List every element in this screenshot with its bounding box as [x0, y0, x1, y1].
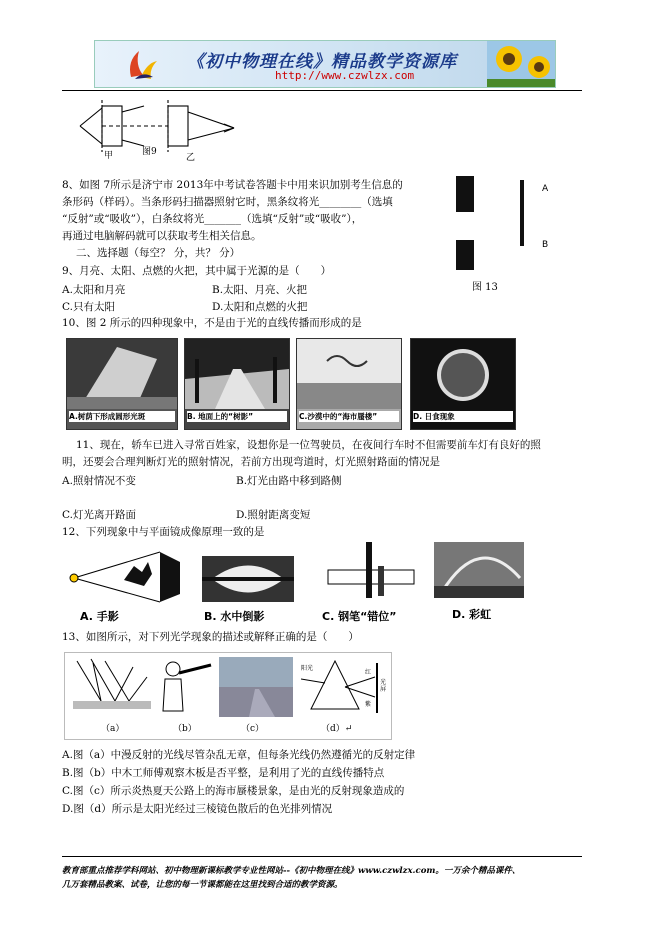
site-logo — [125, 47, 159, 81]
q13-option-a[interactable]: A.图（a）中漫反射的光线尽管杂乱无章，但每条光线仍然遵循光的反射定律 — [62, 749, 416, 761]
q12-figure-b — [202, 556, 294, 626]
q8-line2: 条形码（样码）。当条形码扫描器照射它时，黑条纹将光________（选填 — [62, 196, 393, 208]
q12-figures — [64, 542, 534, 626]
q11-option-b[interactable]: B.灯光由路中移到路侧 — [236, 475, 342, 487]
q11-line2: 明，还要会合理判断灯光的照射情况，若前方出现弯道时，灯光照射路面的情况是 — [62, 456, 440, 468]
q11-line1: 11、现在，轿车已进入寻常百姓家，设想你是一位驾驶员，在夜间行车时不但需要前车灯有良好的照 — [76, 439, 541, 451]
banner-url: http://www.czwlzx.com — [275, 69, 415, 82]
q10-caption-c: C.沙漠中的“海市蜃楼” — [299, 411, 399, 422]
prism-label-screen: 光屏 — [380, 679, 387, 693]
q8-line1: 8、如图 7所示是济宁市 2013年中考试卷答题卡中用来识加别考生信息的 — [62, 179, 403, 191]
footer-rule — [62, 856, 582, 857]
q12-caption-a: A. 手影 — [80, 610, 119, 623]
q13-panel-c-label: （c） — [241, 724, 265, 734]
q13-panel-b-label: （b） — [173, 724, 197, 734]
q9-option-b[interactable]: B.太阳、月亮、火把 — [212, 284, 308, 296]
q13-panel-b — [159, 657, 213, 737]
q10-photo-b — [184, 338, 290, 430]
q13-option-d[interactable]: D.图（d）所示是太阳光经过三棱镜色散后的色光排列情况 — [62, 803, 333, 815]
fig13-label-a: A — [542, 184, 549, 194]
q10-caption-a: A.树荫下形成圆形光斑 — [69, 411, 175, 422]
section-2-heading: 二、选择题（每空？ 分，共？ 分） — [76, 247, 241, 259]
fig9-label-jia: 甲 — [104, 151, 114, 161]
header-rule — [62, 90, 582, 91]
q9-option-a[interactable]: A.太阳和月亮 — [62, 284, 126, 296]
q9-option-c[interactable]: C.只有太阳 — [62, 301, 115, 313]
banner-title: 《初中物理在线》精品教学资源库 — [187, 52, 457, 72]
q13-panel-d-label: （d）↵ — [321, 724, 353, 734]
q8-line4: 再通过电脑解码就可以获取考生相关信息。 — [62, 230, 262, 242]
q11-option-c[interactable]: C.灯光离开路面 — [62, 509, 136, 521]
footer-line1: 教育部重点推荐学科网站、初中物理新课标教学专业性网站--《初中物理在线》www.czwlzx.com。一万余个精品课件、 — [62, 866, 521, 876]
sunflower-image — [487, 41, 555, 87]
q10-photo-d — [410, 338, 516, 430]
q13-figures — [64, 652, 392, 740]
q10-photo-a — [66, 338, 178, 430]
q13-option-c[interactable]: C.图（c）所示炎热夏天公路上的海市蜃楼景象，是由光的反射现象造成的 — [62, 785, 405, 797]
fig9-caption: 图9 — [142, 147, 157, 157]
q13-stem: 13、如图所示，对下列光学现象的描述或解释正确的是（ ） — [62, 631, 359, 643]
q12-caption-d: D. 彩虹 — [452, 608, 492, 621]
prism-label-violet: 紫 — [365, 701, 372, 708]
q10-photo-c — [296, 338, 402, 430]
q12-figure-a — [64, 548, 184, 626]
q13-panel-c — [219, 657, 293, 737]
footer-line2: 几万套精品教案、试卷，让您的每一节课都能在这里找到合适的教学资源。 — [62, 880, 343, 890]
q13-panel-a — [71, 657, 153, 737]
q12-caption-c: C. 钢笔“错位” — [322, 610, 397, 623]
q10-stem: 10、图 2 所示的四种现象中，不是由于光的直线传播而形成的是 — [62, 317, 362, 329]
q10-caption-d: D. 日食现象 — [413, 411, 513, 422]
q13-panel-a-label: （a） — [101, 724, 125, 734]
prism-label-red: 红 — [365, 669, 372, 676]
header-banner — [94, 40, 556, 88]
q12-figure-d — [434, 542, 524, 626]
fig9-label-yi: 乙 — [186, 153, 196, 163]
prism-label-sunlight: 阳光 — [301, 665, 314, 672]
q13-panel-d — [301, 657, 387, 737]
fig13-label-b: B — [542, 240, 549, 250]
q8-line3: “反射”或“吸收”），白条纹将光_______（选填“反射”或“吸收”）， — [62, 213, 363, 225]
figure-9 — [74, 100, 244, 163]
figure-13 — [450, 170, 560, 293]
fig13-caption: 图 13 — [472, 282, 498, 293]
q10-caption-b: B. 地面上的“树影” — [187, 411, 287, 422]
q10-photo-strip — [66, 338, 516, 430]
q13-option-b[interactable]: B.图（b）中木工师傅观察木板是否平整，是利用了光的直线传播特点 — [62, 767, 385, 779]
q11-option-d[interactable]: D.照射距离变短 — [236, 509, 311, 521]
q12-stem: 12、下列现象中与平面镜成像原理一致的是 — [62, 526, 265, 538]
q9-option-d[interactable]: D.太阳和点燃的火把 — [212, 301, 308, 313]
q11-option-a[interactable]: A.照射情况不变 — [62, 475, 136, 487]
q12-caption-b: B. 水中倒影 — [204, 610, 265, 623]
q12-figure-c — [322, 542, 422, 626]
q9-stem: 9、月亮、太阳、点燃的火把，其中属于光源的是（ ） — [62, 265, 332, 277]
